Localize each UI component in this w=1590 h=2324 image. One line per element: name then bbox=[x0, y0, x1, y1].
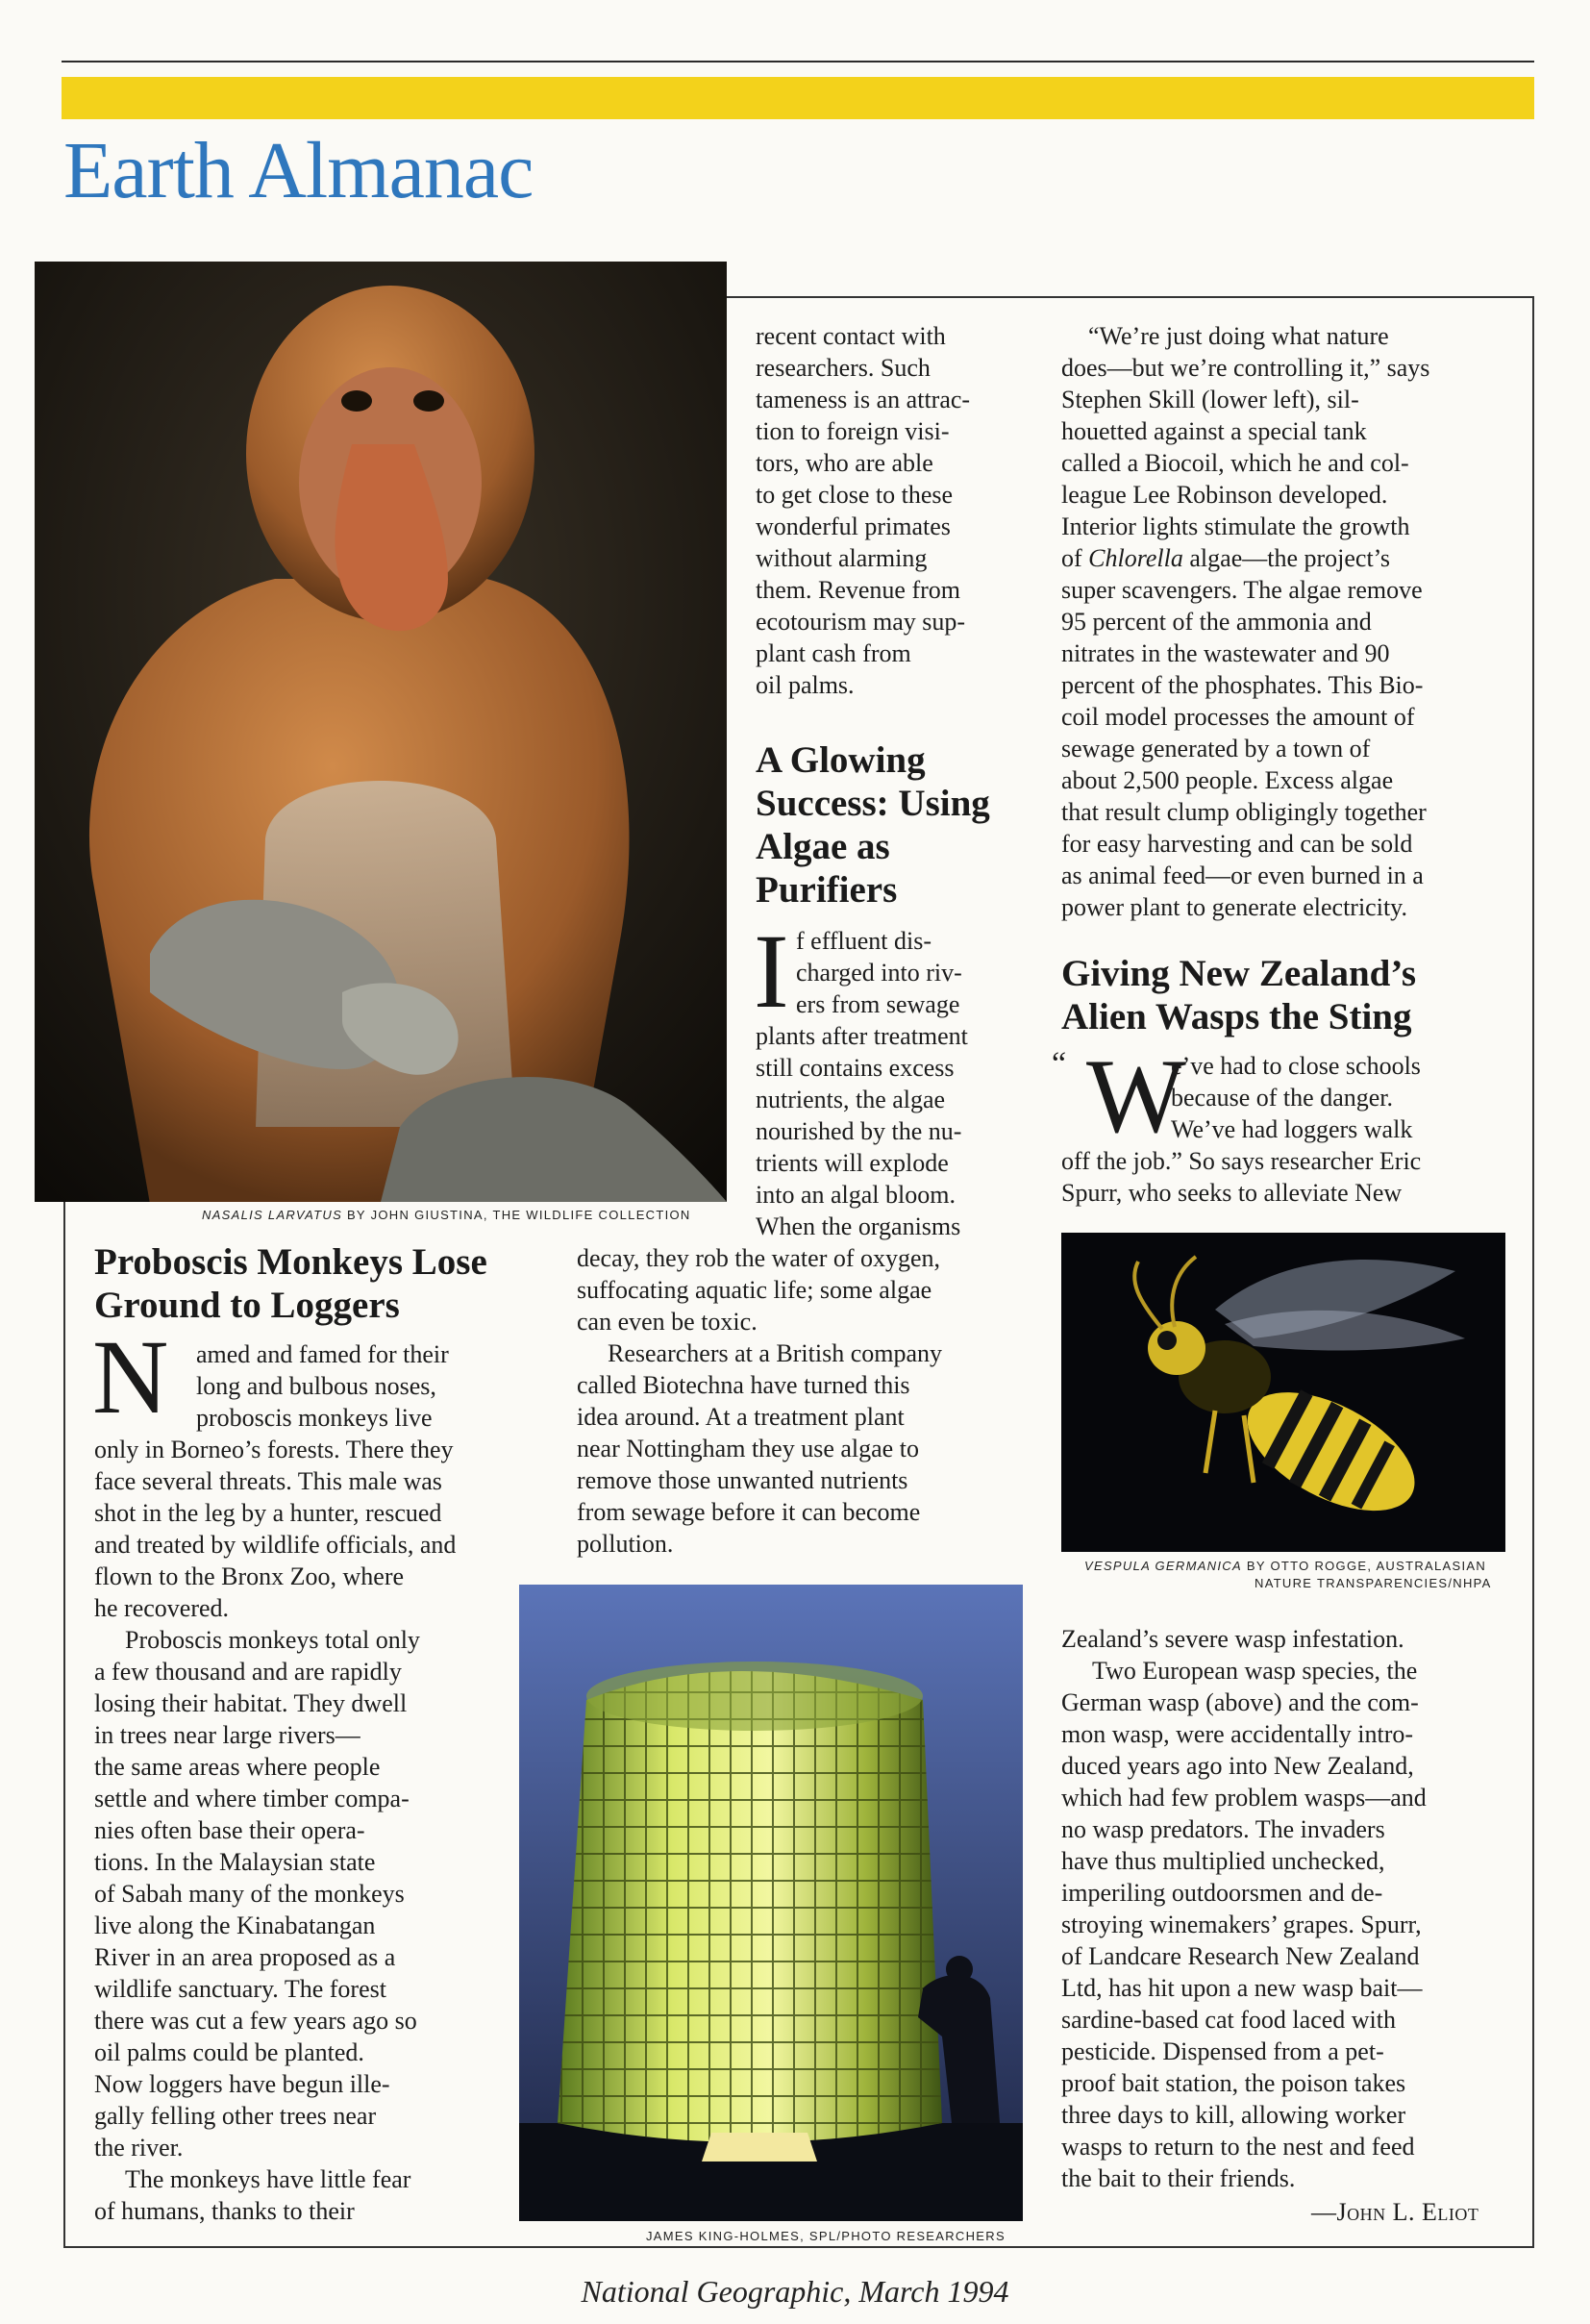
wasps-headline: Giving New Zealand’s Alien Wasps the Sting bbox=[1061, 953, 1417, 1037]
algae-body-paragraph-3: Researchers at a British company called Biotechna have turned this idea around. At a treatment plant near Nottingham they use algae to remove those unwanted nutrients from sewage before it can become pollution. bbox=[577, 1339, 942, 1558]
top-rule bbox=[62, 61, 1534, 62]
wasp-photo-credit-line1: VESPULA GERMANICA BY OTTO ROGGE, AUSTRALASIAN bbox=[1084, 1559, 1487, 1573]
algae-drop-cap: I bbox=[754, 912, 789, 1030]
proboscis-monkey-photo bbox=[35, 262, 727, 1202]
monkeys-body-paragraph-1: only in Borneo’s forests. There they face several threats. This male was shot in the leg by a hunter, rescued and treated by wildlife officials, and flown to the Bronx Zoo, where he recovered. bbox=[94, 1436, 457, 1622]
monkeys-drop-cap: N bbox=[92, 1318, 169, 1436]
monkey-photo-credit: NASALIS LARVATUS BY JOHN GIUSTINA, THE WILDLIFE COLLECTION bbox=[202, 1208, 691, 1222]
monkeys-continued-text: recent contact with researchers. Such tameness is an attrac- tion to foreign visi- tors, who are able to get close to these wonderful primates without alarming them. Revenue from ecotourism may sup- plant cash from oil palms. bbox=[756, 322, 971, 699]
algae-quote-paragraph: “We’re just doing what nature does—but we’re controlling it,” says Stephen Skill (lower left), sil- houetted against a special tank called a Biocoil, which he and col- league Lee Robinson developed. Interior lights stimulate the growth of Chlorella algae—the project’s super scavengers. The algae remove 95 percent of the ammonia and nitrates in the wastewater and 90 percent of the phosphates. This Bio- coil model processes the amount of sewage generated by a town of about 2,500 people. Excess algae that result clump obligingly together for easy harvesting and can be sold as animal feed—or even burned in a power plant to generate electricity. bbox=[1061, 322, 1430, 921]
algae-body-paragraph-2: decay, they rob the water of oxygen, suffocating aquatic life; some algae can even be toxic. bbox=[577, 1244, 941, 1336]
wasps-body-paragraph-1: off the job.” So says researcher Eric Spurr, who seeks to alleviate New bbox=[1061, 1147, 1422, 1207]
algae-lead-text: f effluent dis- charged into riv- ers from sewage bbox=[796, 927, 962, 1018]
section-title: Earth Almanac bbox=[63, 126, 534, 215]
monkeys-headline: Proboscis Monkeys Lose Ground to Loggers bbox=[94, 1241, 487, 1326]
monkeys-body-paragraph-3: The monkeys have little fear of humans, thanks to their bbox=[94, 2165, 411, 2225]
algae-body-paragraph-1: plants after treatment still contains excess nutrients, the algae nourished by the nu- trients will explode into an algal bloom. When the organisms bbox=[756, 1022, 968, 1240]
wasp-photo-credit-line2: NATURE TRANSPARENCIES/NHPA bbox=[1255, 1576, 1492, 1590]
author-byline: —John L. Eliot bbox=[1311, 2198, 1479, 2226]
algae-headline: A Glowing Success: Using Algae as Purifiers bbox=[756, 739, 990, 911]
german-wasp-photo bbox=[1061, 1233, 1505, 1552]
wasps-body-paragraph-2: Zealand’s severe wasp infestation. bbox=[1061, 1625, 1404, 1653]
tank-photo-credit: JAMES KING-HOLMES, SPL/PHOTO RESEARCHERS bbox=[646, 2229, 1006, 2243]
wasps-body-paragraph-3: Two European wasp species, the German wasp (above) and the com- mon wasp, were accidentally intro- duced years ago into New Zealand, which had few problem wasps—and no wasp predators. The invaders have thus multiplied unchecked, imperiling outdoorsmen and de- stroying winemakers’ grapes. Spurr, of Landcare Research New Zealand Ltd, has hit upon a new wasp bait— sardine-based cat food laced with pesticide. Dispensed from a pet- proof bait station, the poison takes three days to kill, allowing worker wasps to return to the nest and feed the bait to their friends. bbox=[1061, 1657, 1427, 2192]
monkeys-body-paragraph-2: Proboscis monkeys total only a few thousand and are rapidly losing their habitat. They dwell in trees near large rivers— the same areas where people settle and where timber compa- nies often base their opera- tions. In the Malaysian state of Sabah many of the monkeys live along the Kinabatangan River in an area proposed as a wildlife sanctuary. The forest there was cut a few years ago so oil palms could be planted. Now loggers have begun ille- gally felling other trees near the river. bbox=[94, 1626, 420, 2162]
wasps-lead-text: e’ve had to close schools because of the danger. We’ve had loggers walk bbox=[1171, 1052, 1421, 1143]
wasps-drop-cap: W bbox=[1086, 1037, 1186, 1155]
biocoil-tank-photo bbox=[519, 1585, 1023, 2221]
publication-footer: National Geographic, March 1994 bbox=[581, 2274, 1009, 2309]
wasps-open-quote: “ bbox=[1052, 1046, 1067, 1082]
monkeys-lead-text: amed and famed for their long and bulbous noses, proboscis monkeys live bbox=[196, 1340, 449, 1432]
yellow-header-band bbox=[62, 77, 1534, 119]
